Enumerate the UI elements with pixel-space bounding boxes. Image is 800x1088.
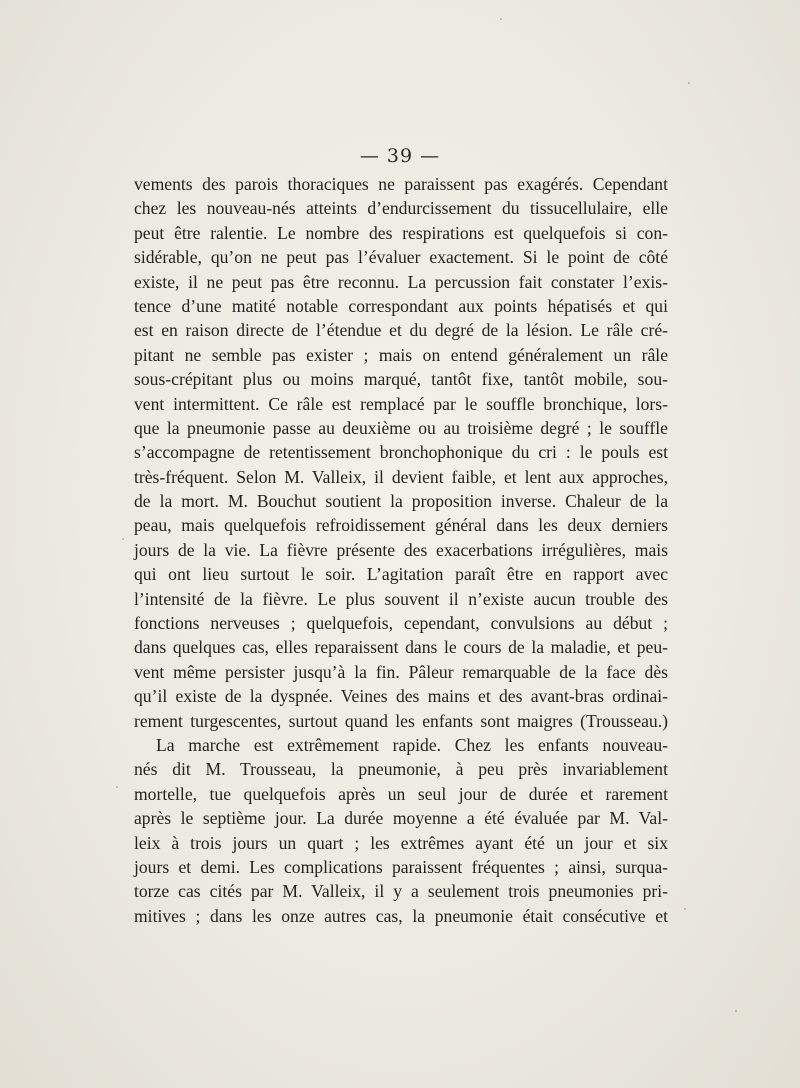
text-line: nés dit M. Trousseau, la pneumonie, à peu près invariablement	[134, 759, 668, 780]
text-line: jours de la vie. La fièvre présente des exacerbations irrégulières, mais	[134, 539, 668, 560]
text-line: sous-crépitant plus ou moins marqué, tantôt fixe, tantôt mobile, sou-	[134, 369, 668, 390]
text-line: très-fréquent. Selon M. Valleix, il devient faible, et lent aux approches,	[134, 466, 668, 487]
text-line: mitives ; dans les onze autres cas, la pneumonie était consécutive et	[134, 905, 668, 926]
text-line: de la mort. M. Bouchut soutient la proposition inverse. Chaleur de la	[134, 491, 668, 512]
text-line: peau, mais quelquefois refroidissement général dans les deux derniers	[134, 515, 668, 536]
paper-speck	[735, 1010, 737, 1012]
paper-speck	[500, 18, 502, 20]
paper-speck	[684, 908, 686, 910]
text-line: leix à trois jours un quart ; les extrêmes ayant été un jour et six	[134, 832, 668, 853]
text-line: dans quelques cas, elles reparaissent dans le cours de la maladie, et peu-	[134, 637, 668, 658]
text-line: peut être ralentie. Le nombre des respirations est quelquefois si con-	[134, 222, 668, 243]
text-line: vent même persister jusqu’à la fin. Pâleur remarquable de la face dès	[134, 661, 668, 682]
paper-speck	[122, 538, 124, 540]
paragraph-start-line: La marche est extrêmement rapide. Chez les enfants nouveau-	[156, 734, 668, 755]
page-number: — 39 —	[359, 145, 441, 167]
text-line: que la pneumonie passe au deuxième ou au troisième degré ; le souffle	[134, 417, 668, 438]
text-line: fonctions nerveuses ; quelquefois, cependant, convulsions au début ;	[134, 613, 668, 634]
text-line: s’accompagne de retentissement bronchophonique du cri : le pouls est	[134, 442, 668, 463]
text-line: torze cas cités par M. Valleix, il y a seulement trois pneumonies pri-	[134, 881, 668, 902]
text-line: vent intermittent. Ce râle est remplacé par le souffle bronchique, lors-	[134, 393, 668, 414]
text-line: jours et demi. Les complications paraissent fréquentes ; ainsi, surqua-	[134, 856, 668, 877]
paper-speck	[116, 786, 118, 788]
text-line: rement turgescentes, surtout quand les enfants sont maigres (Trousseau.)	[134, 710, 668, 731]
text-line: existe, il ne peut pas être reconnu. La percussion fait constater l’exis-	[134, 271, 668, 292]
body-text	[134, 172, 668, 928]
text-line: qu’il existe de la dyspnée. Veines des mains et des avant-bras ordinai-	[134, 686, 668, 707]
paper-speck	[688, 82, 690, 84]
text-line: sidérable, qu’on ne peut pas l’évaluer exactement. Si le point de côté	[134, 247, 668, 268]
text-line: est en raison directe de l’étendue et du degré de la lésion. Le râle cré-	[134, 320, 668, 341]
text-line: chez les nouveau-nés atteints d’endurcissement du tissucellulaire, elle	[134, 198, 668, 219]
text-line: tence d’une matité notable correspondant aux points hépatisés et qui	[134, 295, 668, 316]
text-line: l’intensité de la fièvre. Le plus souvent il n’existe aucun trouble des	[134, 588, 668, 609]
text-line: après le septième jour. La durée moyenne a été évaluée par M. Val-	[134, 808, 668, 829]
text-line: qui ont lieu surtout le soir. L’agitation paraît être en rapport avec	[134, 564, 668, 585]
text-line: pitant ne semble pas exister ; mais on entend généralement un râle	[134, 344, 668, 365]
text-line: vements des parois thoraciques ne paraissent pas exagérés. Cependant	[134, 174, 668, 194]
text-line: mortelle, tue quelquefois après un seul jour de durée et rarement	[134, 783, 668, 804]
